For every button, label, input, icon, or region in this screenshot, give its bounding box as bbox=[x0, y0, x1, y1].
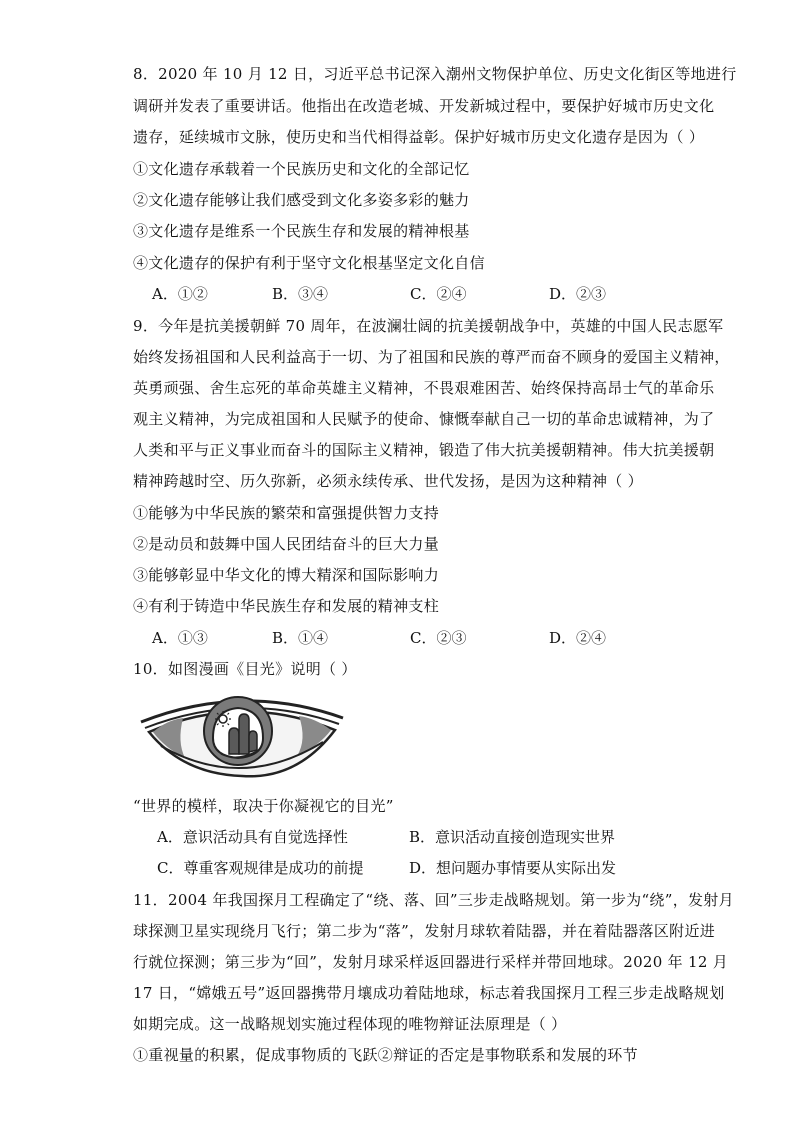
eye-cartoon-image bbox=[137, 688, 347, 780]
q8-stem-line: 遗存，延续城市文脉，使历史和当代相得益彰。保护好城市历史文化遗存是因为（ ） bbox=[133, 128, 705, 146]
q8-options bbox=[152, 283, 712, 305]
q11-stem-line: 如期完成。这一战略规划实施过程体现的唯物辩证法原理是（ ） bbox=[133, 1015, 567, 1033]
q8-statement-4: ④文化遗存的保护有利于坚守文化根基坚定文化自信 bbox=[133, 254, 485, 272]
q9-statement-2: ②是动员和鼓舞中国人民团结奋斗的巨大力量 bbox=[133, 535, 440, 553]
q11-stem-line: 行就位探测；第三步为“回”，发射月球采样返回器进行采样并带回地球。2020 年 12 月 bbox=[133, 953, 729, 971]
q8-stem-line: 8．2020 年 10 月 12 日，习近平总书记深入潮州文物保护单位、历史文化街区等地进行 bbox=[133, 65, 737, 83]
q9-statement-3: ③能够彰显中华文化的博大精深和国际影响力 bbox=[133, 566, 440, 584]
q9-option-a[interactable]: A．①③ bbox=[152, 629, 208, 647]
q8-option-a[interactable]: A．①② bbox=[152, 285, 208, 303]
q8-statement-2: ②文化遗存能够让我们感受到文化多姿多彩的魅力 bbox=[133, 191, 470, 209]
q10-stem: 10．如图漫画《目光》说明（ ） bbox=[133, 660, 357, 678]
q8-statement-1: ①文化遗存承载着一个民族历史和文化的全部记忆 bbox=[133, 160, 470, 178]
q9-statement-4: ④有利于铸造中华民族生存和发展的精神支柱 bbox=[133, 597, 440, 615]
q9-stem-line: 精神跨越时空、历久弥新，必须永续传承、世代发扬，是因为这种精神（ ） bbox=[133, 472, 643, 490]
q8-stem-line: 调研并发表了重要讲话。他指出在改造老城、开发新城过程中，要保护好城市历史文化 bbox=[133, 97, 715, 115]
q8-option-b[interactable]: B．③④ bbox=[272, 285, 329, 303]
q10-option-d[interactable]: D．想问题办事情要从实际出发 bbox=[409, 859, 617, 877]
q10-options-row-1 bbox=[157, 826, 677, 848]
q11-stem-line: 11．2004 年我国探月工程确定了“绕、落、回”三步走战略规划。第一步为“绕”，发射月 bbox=[133, 891, 734, 909]
q9-options bbox=[152, 627, 712, 649]
q9-option-c[interactable]: C．②③ bbox=[410, 629, 467, 647]
q8-statement-3: ③文化遗存是维系一个民族生存和发展的精神根基 bbox=[133, 222, 470, 240]
q9-stem-line: 观主义精神，为完成祖国和人民赋予的使命、慷慨奉献自己一切的革命忠诚精神，为了 bbox=[133, 410, 715, 428]
q9-option-d[interactable]: D．②④ bbox=[549, 629, 607, 647]
q9-stem-line: 9．今年是抗美援朝鲜 70 周年，在波澜壮阔的抗美援朝战争中，英雄的中国人民志愿军 bbox=[133, 317, 724, 335]
q10-option-a[interactable]: A．意识活动具有自觉选择性 bbox=[157, 828, 348, 846]
q9-statement-1: ①能够为中华民族的繁荣和富强提供智力支持 bbox=[133, 504, 440, 522]
q11-stem-line: 17 日，“嫦娥五号”返回器携带月壤成功着陆地球，标志着我国探月工程三步走战略规划 bbox=[133, 984, 725, 1002]
q9-stem-line: 始终发扬祖国和人民利益高于一切、为了祖国和民族的尊严而奋不顾身的爱国主义精神， bbox=[133, 348, 730, 366]
q11-stem-line: 球探测卫星实现绕月飞行；第二步为“落”，发射月球软着陆器，并在着陆器落区附近进 bbox=[133, 922, 716, 940]
q8-option-d[interactable]: D．②③ bbox=[549, 285, 607, 303]
q9-stem-line: 人类和平与正义事业而奋斗的国际主义精神，锻造了伟大抗美援朝精神。伟大抗美援朝 bbox=[133, 441, 715, 459]
q8-option-c[interactable]: C．②④ bbox=[410, 285, 467, 303]
q9-stem-line: 英勇顽强、舍生忘死的革命英雄主义精神，不畏艰难困苦、始终保持高昂士气的革命乐 bbox=[133, 379, 715, 397]
q10-options-row-2 bbox=[157, 857, 677, 879]
q9-option-b[interactable]: B．①④ bbox=[272, 629, 329, 647]
q10-option-c[interactable]: C．尊重客观规律是成功的前提 bbox=[157, 859, 364, 877]
q10-option-b[interactable]: B．意识活动直接创造现实世界 bbox=[409, 828, 616, 846]
q11-statements: ①重视量的积累，促成事物质的飞跃②辩证的否定是事物联系和发展的环节 bbox=[133, 1046, 638, 1064]
q10-caption: “世界的模样，取决于你凝视它的目光” bbox=[133, 797, 394, 815]
